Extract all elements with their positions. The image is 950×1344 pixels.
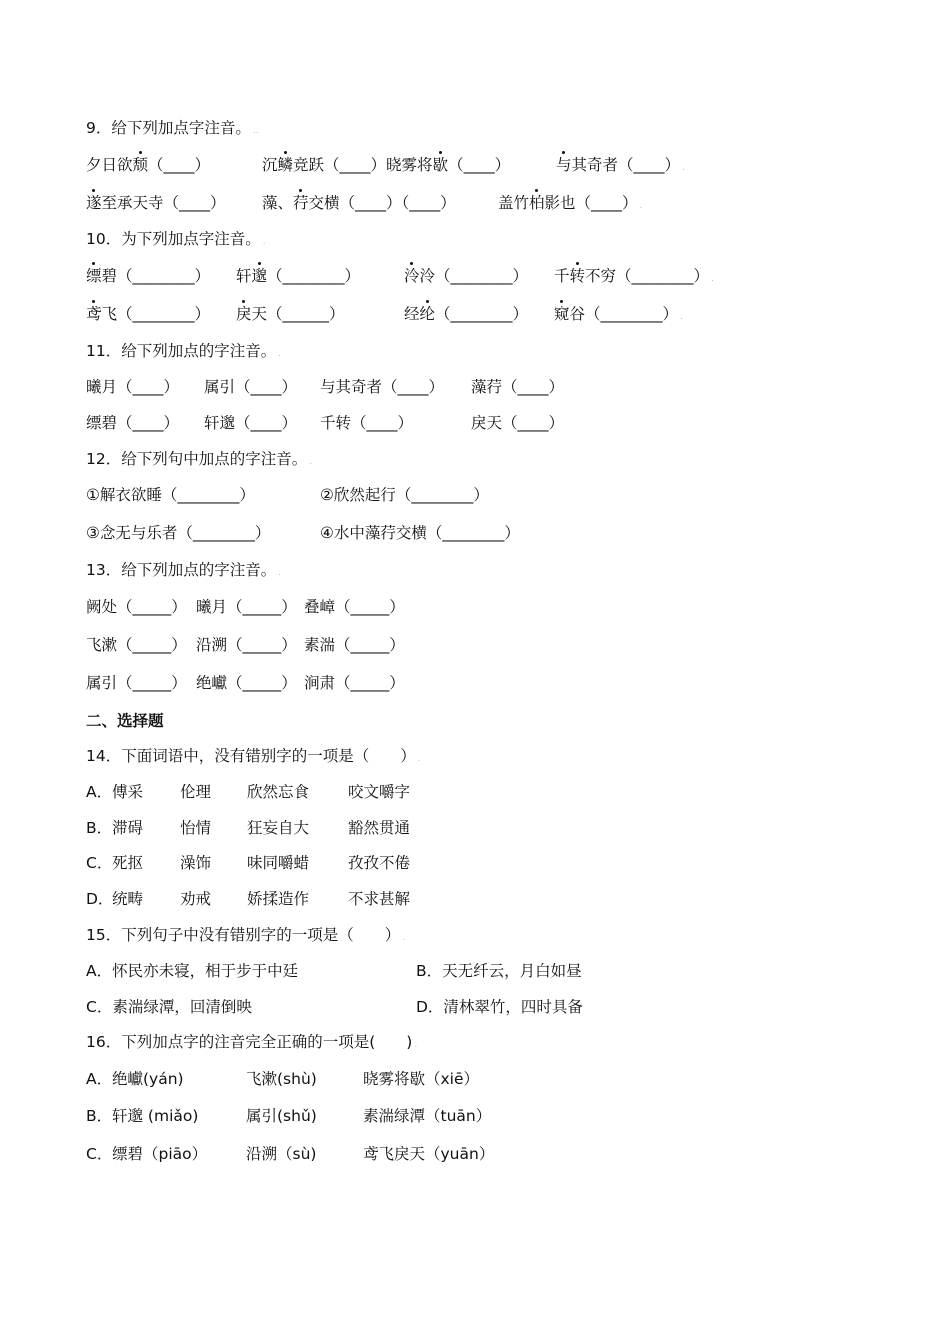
section-heading: 二、选择题 [86, 712, 164, 730]
q12-title: 12．给下列句中加点的字注音。 . [86, 450, 313, 468]
q10-title: 10．为下列加点字注音。 . [86, 230, 266, 248]
q13-title: 13．给下列加点的字注音。 . [86, 561, 282, 579]
q14-title: 14．下面词语中，没有错别字的一项是（ ） . [86, 747, 421, 765]
q16-title: 16．下列加点字的注音完全正确的一项是( ) . [86, 1033, 418, 1051]
q9-title: 9．给下列加点字注音。 .. [86, 119, 259, 137]
q15-title: 15．下列句子中没有错别字的一项是（ ） . [86, 926, 406, 944]
q11-title: 11．给下列加点的字注音。 . [86, 342, 282, 360]
